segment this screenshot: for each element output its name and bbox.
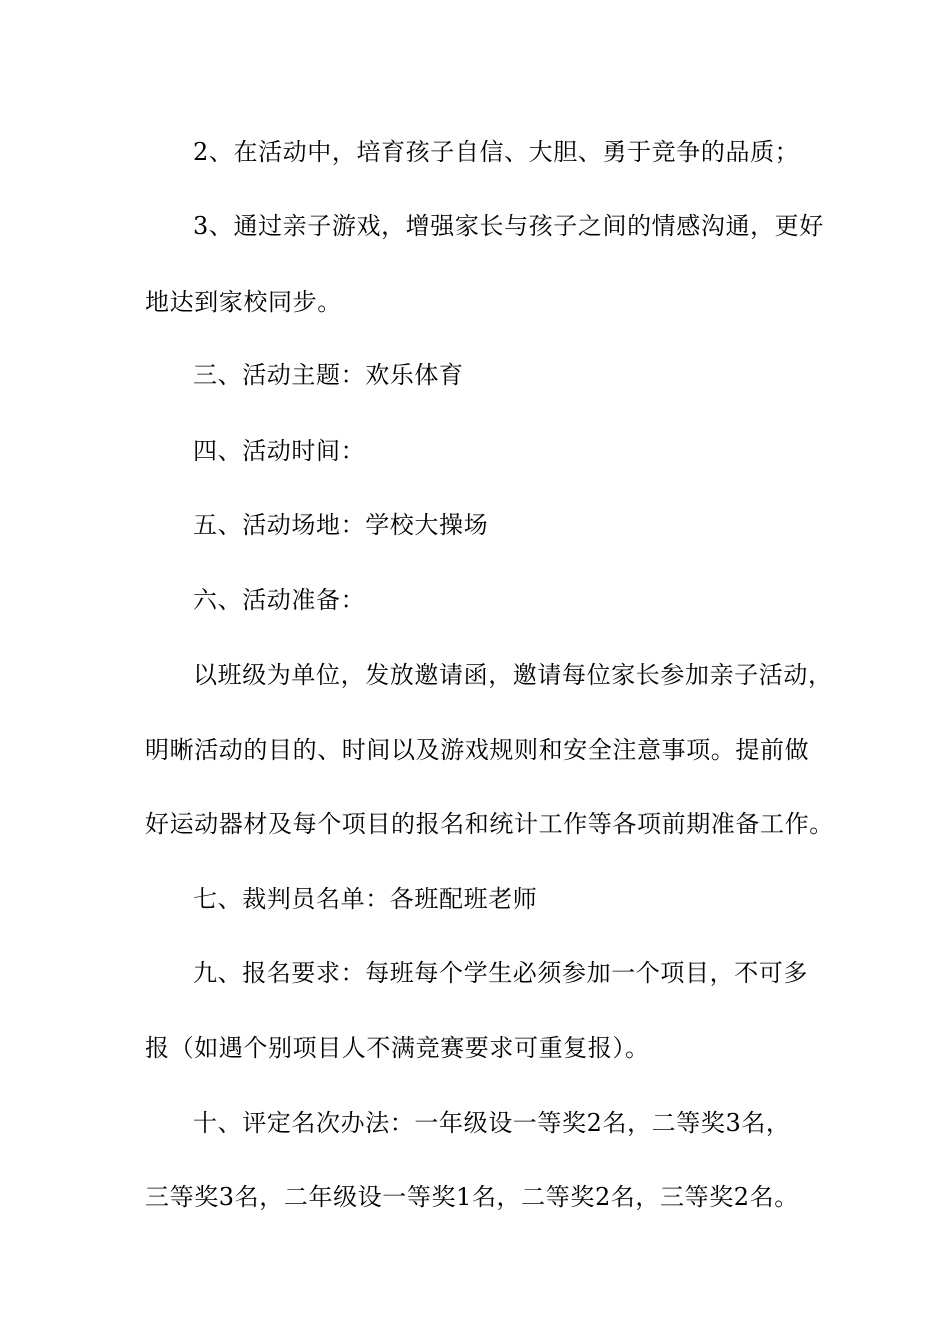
section-heading-registration: 九、报名要求：每班每个学生必须参加一个项目，不可多 [193,959,808,987]
section-heading-preparation: 六、活动准备： [193,586,366,614]
section-heading-referees: 七、裁判员名单：各班配班老师 [193,885,538,913]
text-line-goal-3: 3、通过亲子游戏，增强家长与孩子之间的情感沟通，更好 [193,212,824,240]
paragraph-ranking-cont: 三等奖3名，二年级设一等奖1名，二等奖2名，三等奖2名。 [145,1183,799,1211]
section-heading-theme: 三、活动主题：欢乐体育 [193,361,464,389]
paragraph-preparation-line-1: 以班级为单位，发放邀请函，邀请每位家长参加亲子活动， [193,661,833,689]
paragraph-preparation-line-3: 好运动器材及每个项目的报名和统计工作等各项前期准备工作。 [145,810,834,838]
section-heading-ranking: 十、评定名次办法：一年级设一等奖2名，二等奖3名， [193,1109,791,1137]
paragraph-preparation-line-2: 明晰活动的目的、时间以及游戏规则和安全注意事项。提前做 [145,736,810,764]
section-heading-venue: 五、活动场地：学校大操场 [193,511,489,539]
section-heading-time: 四、活动时间： [193,437,366,465]
text-line-goal-3-cont: 地达到家校同步。 [145,288,342,316]
text-line-goal-2: 2、在活动中，培育孩子自信、大胆、勇于竞争的品质； [193,138,800,166]
paragraph-registration-cont: 报（如遇个别项目人不满竞赛要求可重复报）。 [145,1034,650,1062]
